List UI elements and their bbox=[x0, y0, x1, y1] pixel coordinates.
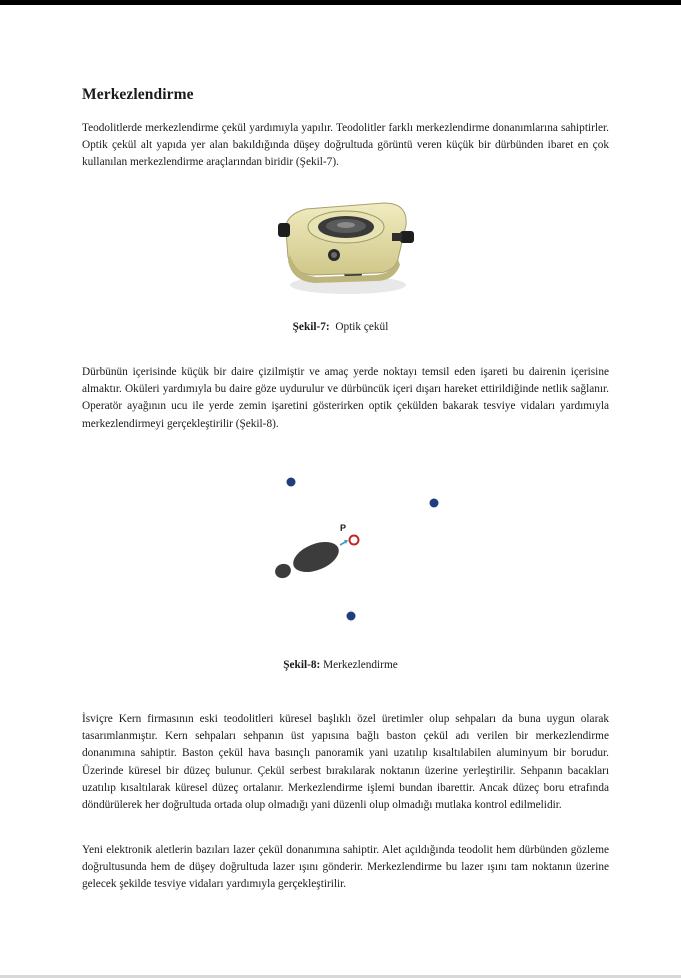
heel-icon bbox=[273, 562, 293, 581]
document-page bbox=[82, 86, 609, 116]
section-heading: Merkezlendirme bbox=[82, 86, 194, 103]
optical-plummet-figure bbox=[276, 193, 420, 297]
paragraph-2: Dürbünün içerisinde küçük bir daire çizilmiştir ve amaç yerde noktayı temsil eden işareti bu dairenin içerisine almaktır. Oküleri yardımıyla bu daire göze uydurulur ve dürbüncük içeri dışarı hareket ettirildiğinde netlik sağlanır. Operatör ayağının ucu ile yerde zemin işaretini gösterirken optik çekülden bakarak tesviye vidaları yardımıyla merkezlendirmeyi gerçekleştirilir (Şekil-8). bbox=[82, 366, 609, 430]
paragraph-3: İsviçre Kern firmasının eski teodolitleri küresel başlıklı özel üretimler olup sehpaları da buna uygun olarak tasarımlanmıştır. Kern sehpaları sehpanın üst yapısına bağlı baston çekül adı verilen bir merkezlendirme donanımına sahiptir. Baston çekül hava basınçlı panoramik yani uzatılıp kısaltılabilen aluminyum bir borudur. Üzerinde küresel bir düzeç bulunur. Çekül serbest bırakılarak noktanın üzerine yerleştirilir. Sehpanın bacakları uzatılıp kısaltılarak küresel düzeç ortalanır. Merkezlendirme işlemi bundan ibarettir. Ancak düzeç boru etrafında döndürülerek her doğrultuda ortada olup olmadığı yani düzenli olup olmadığı mutlaka kontrol edilmelidir. bbox=[82, 713, 609, 812]
figure-7-caption bbox=[0, 321, 681, 333]
target-circle-icon bbox=[350, 536, 359, 545]
top-border bbox=[0, 0, 681, 5]
ground-point-marker bbox=[287, 478, 296, 487]
point-label: P bbox=[340, 523, 347, 533]
ground-point-marker bbox=[430, 499, 439, 508]
paragraph-1: Teodolitlerde merkezlendirme çekül yardımıyla yapılır. Teodolitler farklı merkezlendirme donanımlarına sahiptirler. Optik çekül alt yapıda yer alan bakıldığında düşey doğrultuda görüntü veren küçük bir dürbünden ibaret en çok kullanılan merkezlendirme araçlarından biridir (Şekil-7). bbox=[82, 122, 609, 169]
footprint-icon bbox=[289, 536, 343, 578]
figure-7-label: Şekil-7: bbox=[292, 321, 330, 333]
figure-8-caption bbox=[0, 659, 681, 671]
figure-8-text: Merkezlendirme bbox=[323, 659, 398, 671]
ground-point-marker bbox=[347, 612, 356, 621]
figure-8-label: Şekil-8: bbox=[283, 659, 321, 671]
centering-figure bbox=[260, 465, 460, 625]
paragraph-4: Yeni elektronik aletlerin bazıları lazer çekül donanımına sahiptir. Alet açıldığında teodolit hem dürbünden gözleme doğrultusunda hem de düşey doğrultuda lazer ışını gönderir. Merkezlendirme bu lazer ışını tam noktanın üzerine gelecek şekilde tesviye vidaları yardımıyla gerçekleştirilir. bbox=[82, 844, 609, 891]
figure-7-text: Optik çekül bbox=[335, 321, 389, 333]
